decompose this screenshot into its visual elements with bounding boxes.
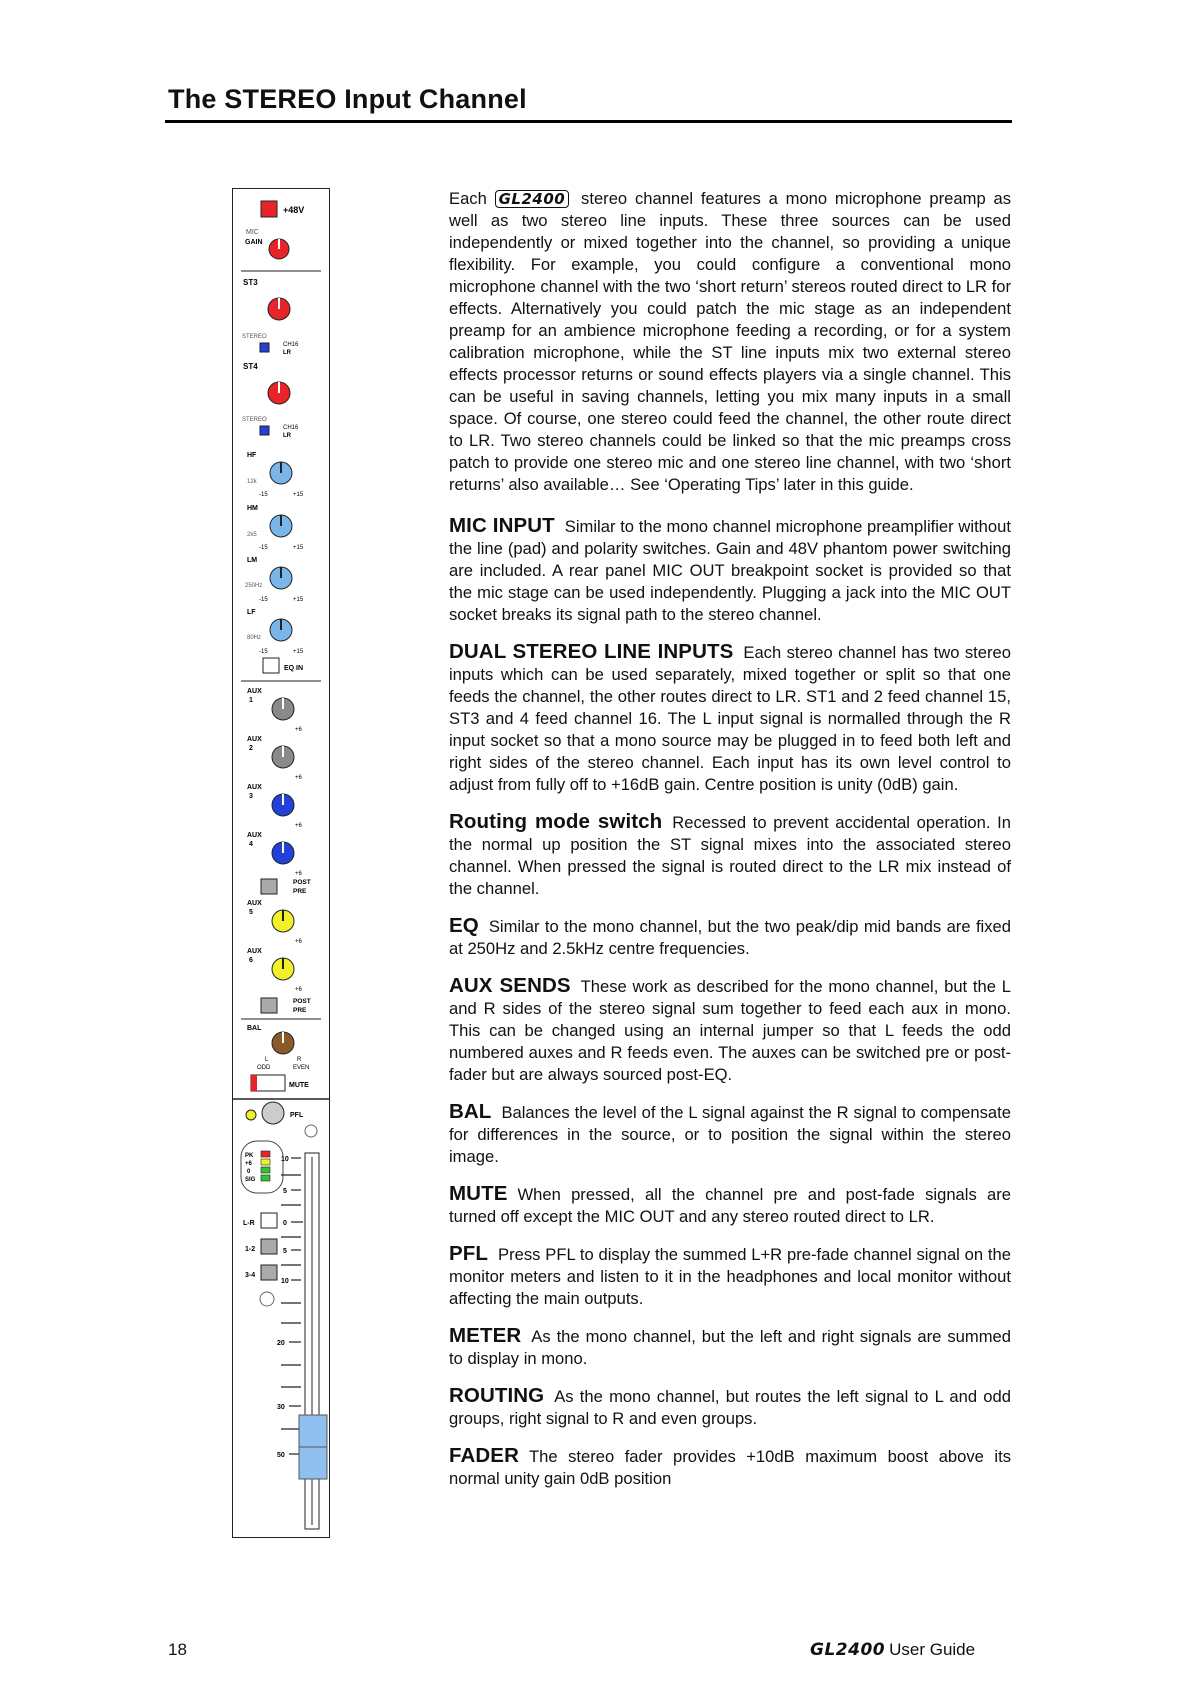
pfl-led [246, 1110, 256, 1120]
dual-stereo-heading: DUAL STEREO LINE INPUTS [449, 640, 734, 663]
route-12-button [261, 1239, 277, 1254]
fader-heading: FADER [449, 1444, 519, 1467]
svg-text:2: 2 [249, 745, 253, 752]
intro-paragraph: Each GL2400 stereo channel features a mono microphone preamp as well as two stereo line inputs. These three sources can be used independently or mixed together into the channel, so providing a unique flexibility. For example, you could configure a conventional mono microphone channel with the two ‘short return’ stereos routed direct to LR for effects. Alternatively you could patch the mic stage as an independent preamp for an ambience microphone feeding a recording, or for a system calibration microphone, while the ST line inputs mix two external stereo effects processor returns or sound effects players via a single channel. This can be useful in saving channels, letting you mix many inputs in a small space. Of course, one stereo could feed the channel, the other route direct to LR. Two stereo channels could be linked so that the mic preamps cross patch to provide one stereo mic and one stereo line channel, with two ‘short returns’ also available… See ‘Operating Tips’ later in this guide. [449, 189, 1012, 494]
page-number: 18 [168, 1640, 187, 1659]
svg-text:PFL: PFL [290, 1112, 304, 1119]
svg-text:PRE: PRE [293, 888, 307, 895]
svg-text:5: 5 [283, 1248, 287, 1255]
svg-text:MIC: MIC [246, 229, 259, 236]
svg-text:+6: +6 [295, 871, 302, 877]
svg-text:R: R [297, 1057, 302, 1063]
phantom-button [261, 201, 277, 217]
svg-text:-15: -15 [259, 597, 268, 603]
svg-text:6: 6 [249, 957, 253, 964]
svg-text:LM: LM [247, 557, 258, 564]
footer-label: User Guide [889, 1640, 976, 1659]
svg-text:STEREO: STEREO [242, 334, 267, 340]
svg-text:2k5: 2k5 [247, 532, 257, 538]
meter-led-sig [261, 1175, 270, 1181]
aux-sends-heading: AUX SENDS [449, 974, 571, 997]
meter-led-6 [261, 1159, 270, 1165]
phantom-label: +48V [283, 205, 305, 215]
svg-text:EQ IN: EQ IN [284, 665, 304, 672]
eq-heading: EQ [449, 914, 479, 937]
svg-text:AUX: AUX [247, 688, 262, 695]
route-34-button [261, 1265, 277, 1280]
mute-section: MUTE When pressed, all the channel pre and post-fade signals are turned off except the MIC OUT and any stereo routed direct to LR. [449, 1182, 1011, 1226]
svg-text:PK: PK [245, 1153, 254, 1159]
svg-text:1-2: 1-2 [245, 1246, 256, 1253]
svg-text:+15: +15 [293, 545, 304, 551]
svg-text:0: 0 [283, 1220, 287, 1227]
svg-text:+15: +15 [293, 492, 304, 498]
svg-text:POST: POST [293, 879, 311, 886]
svg-text:-15: -15 [259, 492, 268, 498]
aux1-4-pre-post-switch [261, 879, 277, 894]
svg-text:3-4: 3-4 [245, 1272, 256, 1279]
svg-text:CH16: CH16 [283, 425, 299, 431]
pfl-section: PFL Press PFL to display the summed L+R pre-fade channel signal on the monitor meters and listen to it in the headphones and local monitor without affecting the main outputs. [449, 1242, 1011, 1308]
aux5-6-pre-post-switch [261, 998, 277, 1013]
title-rule [165, 120, 1012, 123]
svg-text:HF: HF [247, 452, 257, 459]
st4-routing-switch [260, 426, 269, 435]
routing-mode-section: Routing mode switch Recessed to prevent accidental operation. In the normal up position the ST signal mixes into the associated stereo channel. When pressed the signal is routed direct to the LR mix instead of the channel. [449, 810, 1011, 898]
svg-text:250Hz: 250Hz [245, 583, 263, 589]
svg-text:+6: +6 [295, 823, 302, 829]
svg-text:+6: +6 [295, 727, 302, 733]
routing-section: ROUTING As the mono channel, but routes the left signal to L and odd groups, right signal to R and even groups. [449, 1384, 1011, 1428]
mic-input-heading: MIC INPUT [449, 514, 555, 537]
svg-text:CH16: CH16 [283, 342, 299, 348]
svg-text:5: 5 [249, 909, 253, 916]
svg-text:POST: POST [293, 998, 311, 1005]
routing-heading: ROUTING [449, 1384, 545, 1407]
svg-text:1: 1 [249, 697, 253, 704]
footer-brand [810, 1640, 975, 1660]
svg-text:EVEN: EVEN [293, 1065, 310, 1071]
meter-led-pk [261, 1151, 270, 1157]
pfl-heading: PFL [449, 1242, 489, 1265]
mic-input-section: MIC INPUT Similar to the mono channel microphone preamplifier without the line (pad) and polarity switches. Gain and 48V phantom power switching are included. A rear panel MIC OUT breakpoint socket is provided so that the mic stage can be used independently. Plugging a jack into the MIC OUT socket breaks its signal path to the stereo channel. [449, 514, 1011, 624]
svg-text:HM: HM [247, 505, 258, 512]
svg-text:PRE: PRE [293, 1007, 307, 1014]
svg-text:5: 5 [283, 1188, 287, 1195]
body-text [449, 188, 1011, 1505]
svg-text:10: 10 [281, 1278, 289, 1285]
st4-label: ST4 [243, 362, 258, 371]
svg-text:AUX: AUX [247, 948, 262, 955]
footer-brand-logo: GL2400 [810, 1640, 886, 1660]
svg-text:-15: -15 [259, 545, 268, 551]
fader-section: FADER The stereo fader provides +10dB maximum boost above its normal unity gain 0dB position [449, 1444, 1011, 1488]
svg-text:3: 3 [249, 793, 253, 800]
svg-text:+6: +6 [295, 987, 302, 993]
st3-label: ST3 [243, 278, 258, 287]
svg-text:AUX: AUX [247, 736, 262, 743]
svg-text:STEREO: STEREO [242, 417, 267, 423]
svg-text:+15: +15 [293, 649, 304, 655]
svg-text:BAL: BAL [247, 1025, 262, 1032]
svg-text:LR: LR [283, 433, 291, 439]
svg-text:AUX: AUX [247, 784, 262, 791]
svg-text:GAIN: GAIN [245, 239, 263, 246]
svg-text:ODD: ODD [257, 1065, 271, 1071]
svg-text:+6: +6 [245, 1161, 252, 1167]
svg-text:10: 10 [281, 1156, 289, 1163]
svg-text:80Hz: 80Hz [247, 635, 262, 641]
meter-section: METER As the mono channel, but the left and right signals are summed to display in mono. [449, 1324, 1011, 1368]
svg-text:+6: +6 [295, 775, 302, 781]
svg-text:50: 50 [277, 1452, 285, 1459]
channel-strip-diagram [232, 188, 330, 1538]
svg-text:L: L [265, 1057, 269, 1063]
svg-text:20: 20 [277, 1340, 285, 1347]
eq-section: EQ Similar to the mono channel, but the two peak/dip mid bands are fixed at 250Hz and 2.5kHz centre frequencies. [449, 914, 1011, 958]
svg-text:4: 4 [249, 841, 253, 848]
brand-logo-inline: GL2400 [495, 190, 570, 208]
pfl-button [262, 1102, 284, 1124]
svg-text:LR: LR [283, 350, 291, 356]
dual-stereo-section: DUAL STEREO LINE INPUTS Each stereo channel has two stereo inputs which can be used separately, mixed together or split so that one feeds the channel, the other routes direct to LR. ST1 and 2 feed channel 15, ST3 and 4 feed channel 16. The L input signal is normalled through the R input socket so that a mono source may be plugged in to feed both left and right sides of the stereo channel. Each input has its own level control to adjust from fully off to +16dB gain. Centre position is unity (0dB) gain. [449, 640, 1011, 794]
svg-text:LF: LF [247, 609, 256, 616]
svg-text:30: 30 [277, 1404, 285, 1411]
meter-led-0 [261, 1167, 270, 1173]
svg-text:+15: +15 [293, 597, 304, 603]
meter-heading: METER [449, 1324, 522, 1347]
svg-text:12k: 12k [247, 479, 257, 485]
mute-heading: MUTE [449, 1182, 508, 1205]
svg-text:0: 0 [247, 1169, 251, 1175]
svg-text:L-R: L-R [243, 1220, 255, 1227]
routing-mode-heading: Routing mode switch [449, 810, 663, 833]
bal-heading: BAL [449, 1100, 492, 1123]
st3-routing-switch [260, 343, 269, 352]
eq-in-switch [263, 658, 279, 673]
aux-sends-section: AUX SENDS These work as described for the mono channel, but the L and R sides of the stereo signal sum together to feed each aux in mono. This can be changed using an internal jumper so that L feeds the odd numbered auxes and R feeds even. The auxes can be switched pre or post-fader but are always sourced post-EQ. [449, 974, 1011, 1084]
bal-section: BAL Balances the level of the L signal against the R signal to compensate for differences in the source, or to position the signal within the stereo image. [449, 1100, 1011, 1166]
route-lr-button [261, 1213, 277, 1228]
svg-text:SIG: SIG [245, 1177, 256, 1183]
svg-text:+6: +6 [295, 939, 302, 945]
svg-text:AUX: AUX [247, 900, 262, 907]
page-title: The STEREO Input Channel [168, 84, 527, 114]
svg-text:-15: -15 [259, 649, 268, 655]
svg-text:AUX: AUX [247, 832, 262, 839]
svg-text:MUTE: MUTE [289, 1082, 309, 1089]
